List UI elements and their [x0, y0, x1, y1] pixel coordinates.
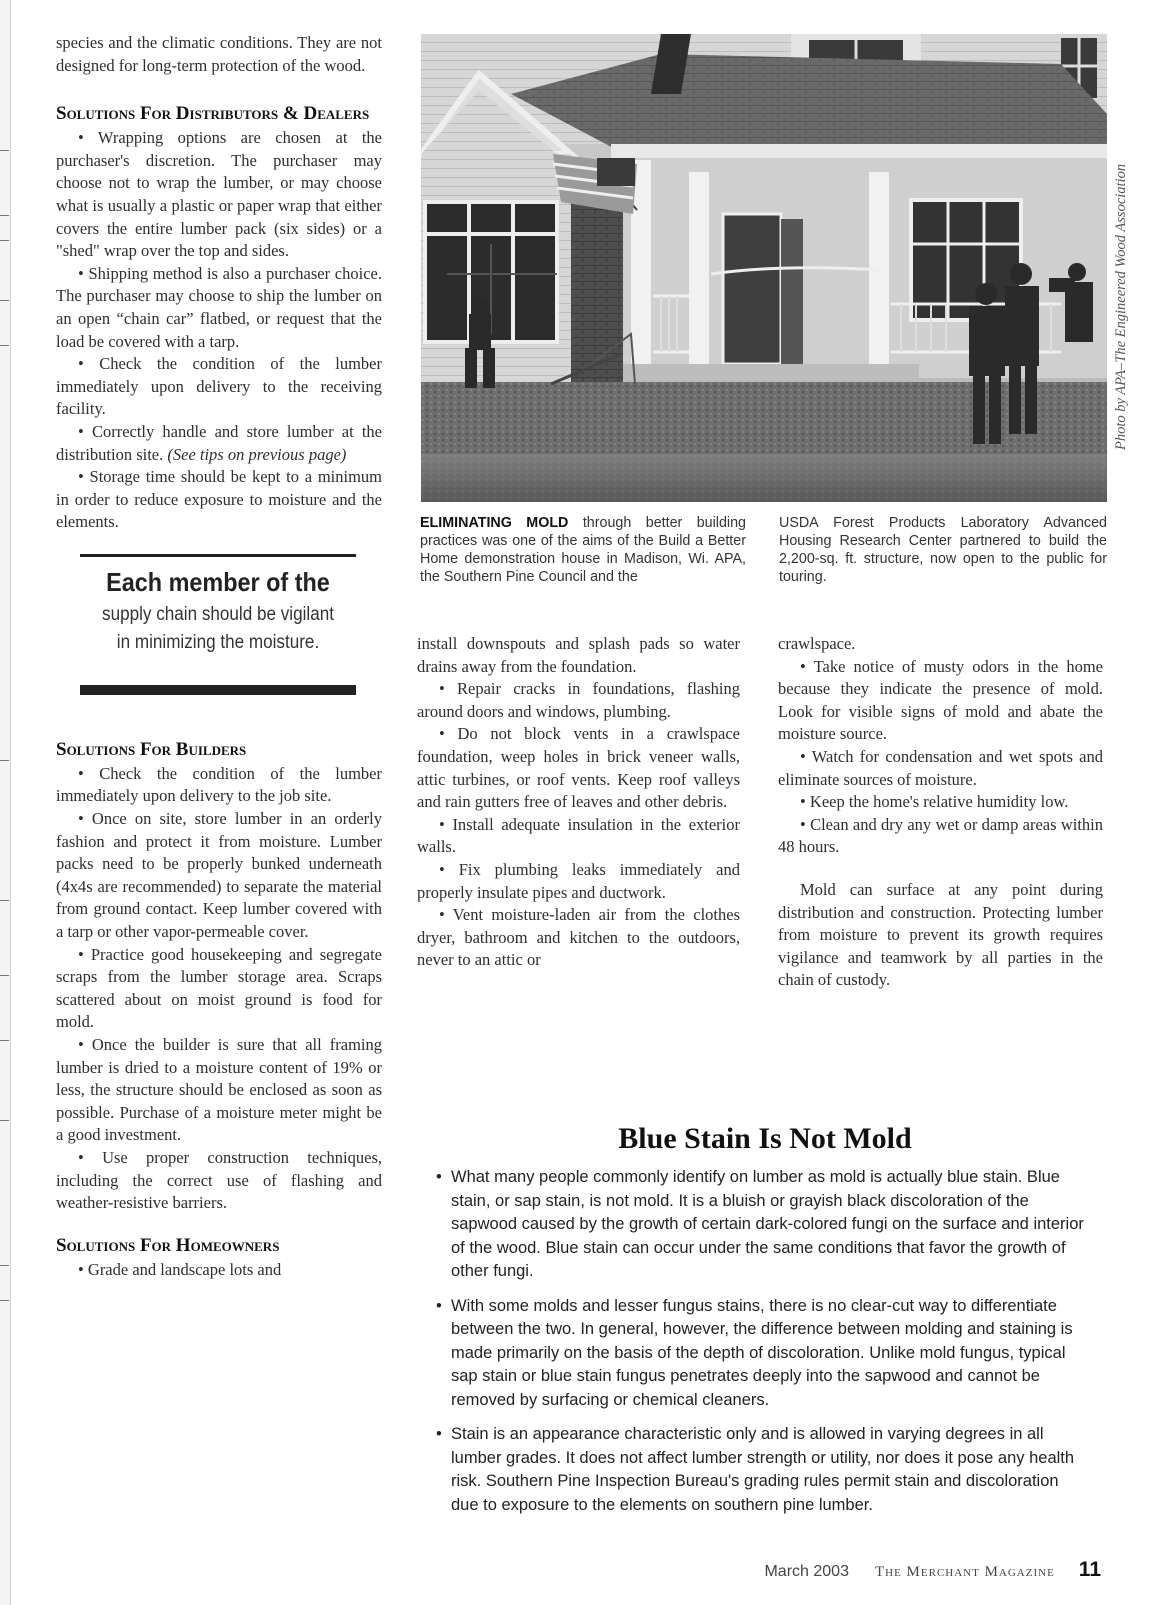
homeowners-item: • Do not block vents in a crawlspace foundation, weep holes in brick veneer walls, attic turbines, or roof vents. Keep roof valleys and rain gutters free of leaves and other debris.	[417, 724, 740, 812]
caption-text: through better building practices was one of the aims of the Build a Better Home demonstration house in Madison, Wi. APA, the Southern Pine Council and the	[420, 515, 747, 585]
homeowners-item: • Keep the home's relative humidity low.	[800, 792, 1069, 812]
homeowners-item: • Watch for condensation and wet spots and eliminate sources of moisture.	[778, 746, 1103, 789]
distributors-item	[56, 421, 382, 466]
homeowners-item: • Vent moisture-laden air from the clothes dryer, bathroom and kitchen to the outdoors, never to an attic or	[417, 905, 740, 970]
pull-quote-top-rule	[80, 554, 356, 557]
homeowners-heading: Solutions For Homeowners	[56, 1234, 280, 1256]
see-previous-page-reference: (See tips on previous page)	[167, 444, 347, 464]
builders-item: • Use proper construction techniques, including the correct use of flashing and weather-resistive barriers.	[56, 1147, 382, 1213]
homeowners-item: • Repair cracks in foundations, flashing around doors and windows, plumbing.	[417, 679, 740, 721]
homeowners-item: • Install adequate insulation in the exterior walls.	[417, 814, 740, 857]
builders-item: • Once the builder is sure that all framing lumber is dried to a moisture content of 19% or less, the structure should be enclosed as soon as possible. Purchase of a moisture meter might be a good investment.	[56, 1035, 382, 1145]
closing-paragraph: Mold can surface at any point during distribution and construction. Protecting lumber from moisture to prevent its growth requires vigilance and teamwork by all parties in the chain of custody.	[778, 879, 1103, 990]
pull-quote	[80, 554, 356, 695]
homeowners-item: crawlspace.	[778, 634, 856, 653]
photo-caption-part-2: USDA Forest Products Laboratory Advanced Housing Research Center partnered to build the 2,200-sq. ft. structure, now open to the public for touring.	[779, 515, 1107, 585]
blue-stain-item: • With some molds and lesser fungus stains, there is no clear-cut way to differentiate between the two. In general, however, the difference between molding and staining is made primarily on the basis of the depth of discoloration. Unlike mold fungus, typical sap stain or blue stain fungus penetrates deeply into the sapwood and cannot be removed by surfacing or chemical cleaners.	[436, 1295, 1086, 1413]
issue-date: March 2003	[764, 1563, 849, 1580]
distributors-item: • Check the condition of the lumber immediately upon delivery to the receiving facility.	[56, 354, 382, 419]
caption-lead-in: ELIMINATING MOLD	[420, 515, 569, 531]
builders-heading: Solutions For Builders	[56, 738, 247, 760]
pull-quote-large-text: Each member of the	[106, 566, 330, 597]
pull-quote-small-text: supply chain should be vigilant in minimizing the moisture.	[102, 603, 334, 653]
blue-stain-item: • Stain is an appearance characteristic only and is allowed in varying degrees in all lumber grades. It does not affect lumber strength or utility, nor does it pose any health risk. Southern Pine Inspection Bureau's grading rules permit stain and discoloration due to exposure to the elements on southern pine lumber.	[436, 1423, 1086, 1517]
distributors-heading: Solutions For Distributors & Dealers	[56, 103, 370, 125]
photo-caption-part-1	[420, 514, 746, 586]
distributors-item-text: • Correctly handle and store lumber at the distribution site.	[56, 421, 382, 464]
builders-item: • Check the condition of the lumber immediately upon delivery to the job site.	[56, 763, 382, 806]
page-edge	[0, 0, 11, 1605]
pull-quote-bottom-rule	[80, 685, 356, 695]
homeowners-item: • Clean and dry any wet or damp areas within 48 hours.	[778, 814, 1103, 857]
column-middle	[417, 633, 740, 972]
blue-stain-title: Blue Stain Is Not Mold	[618, 1122, 912, 1155]
distributors-item: • Shipping method is also a purchaser choice. The purchaser may choose to ship the lumber on an open “chain car” flatbed, or request that the load be covered with a tarp.	[56, 263, 382, 351]
homeowners-item: • Grade and landscape lots and	[78, 1259, 282, 1279]
photo-credit: Photo by APA–The Engineered Wood Association	[1113, 163, 1129, 451]
intro-paragraph: species and the climatic conditions. They are not designed for long-term protection of the wood.	[56, 33, 382, 75]
homeowners-item: • Take notice of musty odors in the home because they indicate the presence of mold. Look for visible signs of mold and abate the moisture source.	[778, 656, 1103, 744]
blue-stain-item: • What many people commonly identify on lumber as mold is actually blue stain. Blue stain, or sap stain, is not mold. It is a bluish or grayish black discoloration of the sapwood caused by the growth of certain dark-colored fungi on the surface and interior of the wood. Blue stain can occur under the same conditions that favor the growth of other fungi.	[436, 1166, 1086, 1284]
builders-item: • Once on site, store lumber in an orderly fashion and protect it from moisture. Lumber packs need to be properly bunked underneath (4x4s are recommended) to separate the material from ground contact. Keep lumber covered with a tarp or other vapor-permeable cover.	[56, 809, 382, 942]
builders-item: • Practice good housekeeping and segregate scraps from the lumber storage area. Scraps scattered about on moist ground is food for mold.	[56, 944, 382, 1032]
house-photo	[421, 34, 1107, 502]
distributors-item: • Wrapping options are chosen at the purchaser's discretion. The purchaser may choose not to wrap the lumber, or may choose what is usually a plastic or paper wrap that either covers the entire lumber pack (six sides) or a "shed" wrap over the top and sides.	[56, 128, 382, 261]
homeowners-item: install downspouts and splash pads so water drains away from the foundation.	[417, 634, 740, 676]
magazine-name: The Merchant Magazine	[874, 1564, 1055, 1580]
page-footer	[764, 1558, 1101, 1582]
distributors-item: • Storage time should be kept to a minimum in order to reduce exposure to moisture and the elements.	[56, 467, 382, 532]
column-left	[56, 32, 382, 1281]
page-number: 11	[1078, 1558, 1101, 1581]
column-right	[778, 633, 1103, 992]
homeowners-item: • Fix plumbing leaks immediately and properly insulate pipes and ductwork.	[417, 859, 740, 902]
blue-stain-list	[436, 1166, 1086, 1528]
